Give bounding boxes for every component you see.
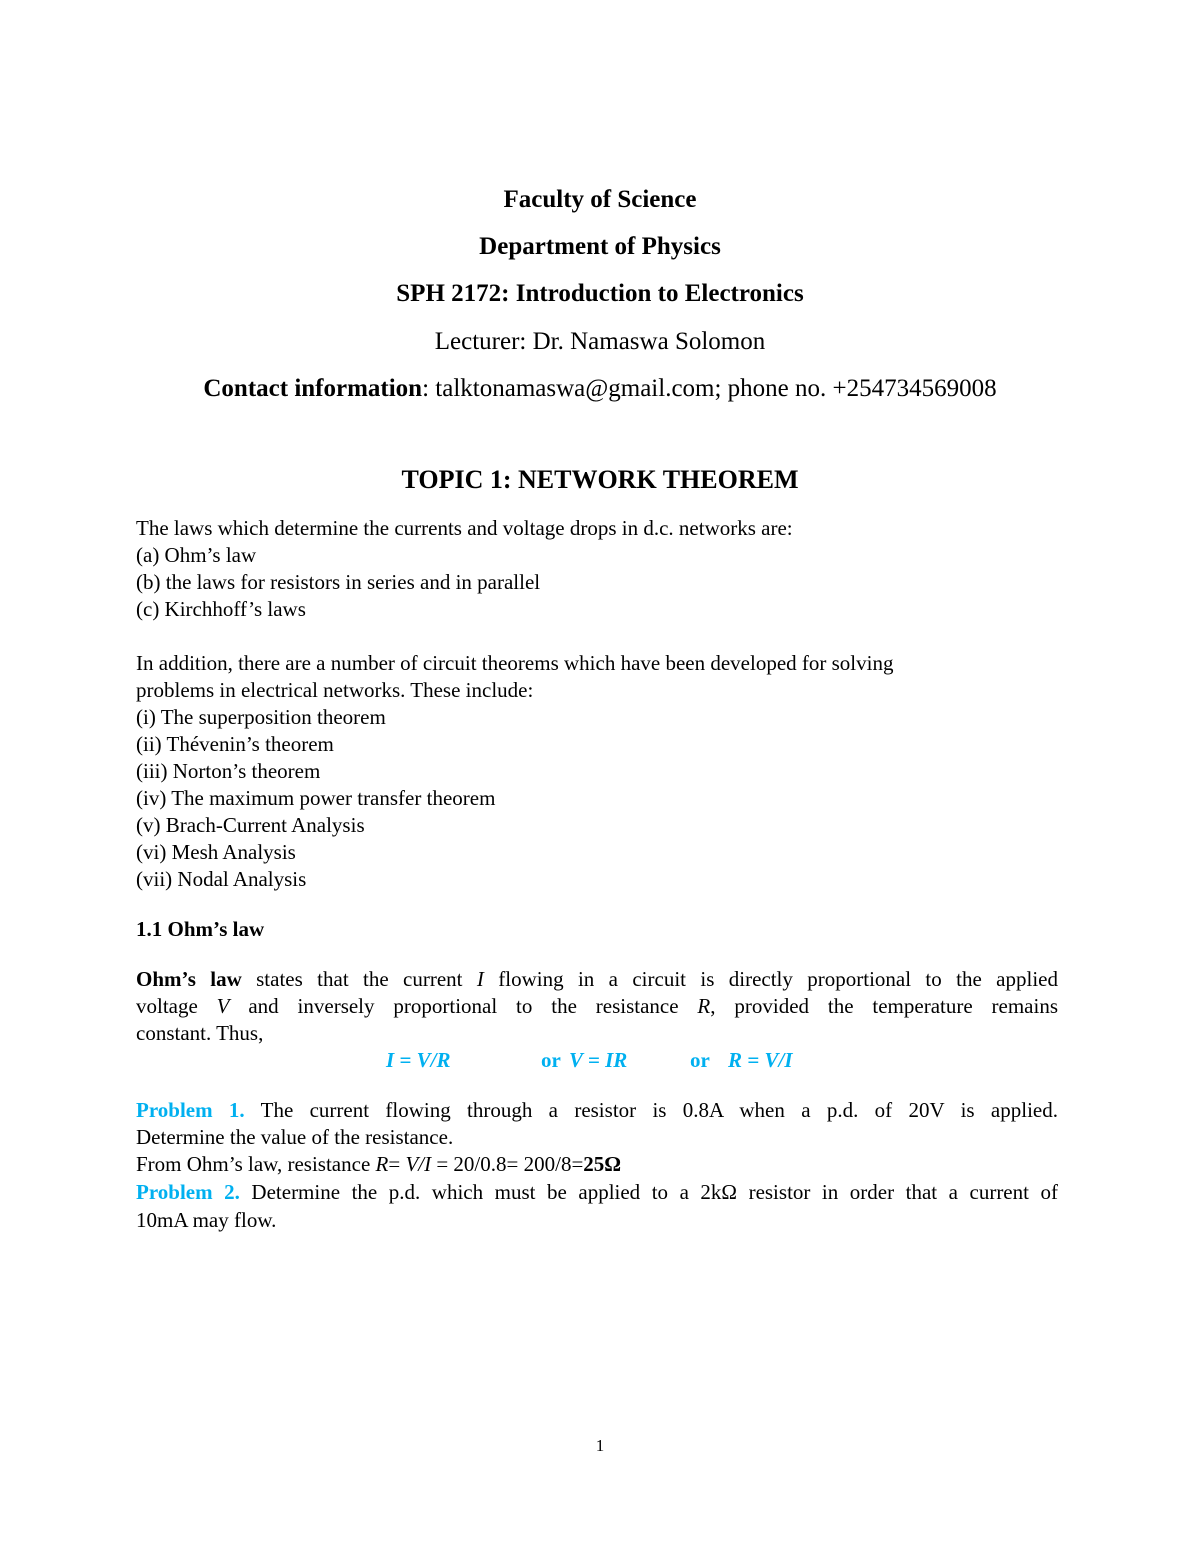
var-r: R	[697, 994, 711, 1018]
problem-1-line2: Determine the value of the resistance.	[136, 1125, 454, 1149]
para-text: voltage	[136, 994, 217, 1018]
course-heading: SPH 2172: Introduction to Electronics	[396, 280, 804, 307]
theorems-intro-line2: problems in electrical networks. These include:	[136, 678, 534, 702]
contact-line	[0, 375, 1200, 403]
law-name: Ohm’s law	[136, 967, 242, 991]
intro-text: The laws which determine the currents and voltage drops in d.c. networks are:	[136, 516, 793, 540]
para-text: states that the current	[241, 967, 477, 991]
problem-2-line2: 10mA may flow.	[136, 1208, 277, 1232]
lecturer-line: Lecturer: Dr. Namaswa Solomon	[434, 328, 766, 355]
theorem-item: (iii) Norton’s theorem	[136, 759, 321, 783]
ohms-law-para-line3: constant. Thus,	[136, 1021, 264, 1045]
ohms-law-para-line2	[136, 994, 1058, 1019]
equation-r: R = V/I	[728, 1048, 793, 1072]
theorem-item: (v) Brach-Current Analysis	[136, 813, 365, 837]
page-number: 1	[595, 1436, 605, 1455]
law-item: (b) the laws for resistors in series and in parallel	[136, 570, 541, 594]
contact-label: Contact information	[203, 375, 423, 402]
para-text: , provided the temperature remains	[710, 994, 1058, 1018]
theorem-item: (ii) Thévenin’s theorem	[136, 732, 334, 756]
theorem-item: (vii) Nodal Analysis	[136, 867, 307, 891]
ohms-law-para-line1	[136, 967, 1058, 992]
law-item: (a) Ohm’s law	[136, 543, 257, 567]
or-word: or	[690, 1048, 710, 1072]
problem-text: The current flowing through a resistor is 0.8A when a p.d. of 20V is applied.	[244, 1098, 1058, 1122]
para-text: flowing in a circuit is directly proportional to the applied	[483, 967, 1058, 991]
solution-text: = 20/0.8= 200/8=	[431, 1152, 584, 1176]
equation-i: I = V/R	[386, 1048, 451, 1072]
problem-1-label: Problem 1.	[136, 1098, 245, 1122]
var-i: I	[476, 967, 484, 991]
or-word: or	[541, 1048, 561, 1072]
theorems-intro-line1: In addition, there are a number of circuit theorems which have been developed for solving	[136, 651, 894, 675]
var-v: V	[216, 994, 230, 1018]
theorem-item: (vi) Mesh Analysis	[136, 840, 296, 864]
equation-or	[690, 1048, 710, 1073]
solution-text: From Ohm’s law, resistance	[136, 1152, 376, 1176]
var-vi: V/I	[405, 1152, 432, 1176]
equation-or	[541, 1048, 561, 1073]
section-heading	[136, 917, 264, 942]
law-item: (c) Kirchhoff’s laws	[136, 597, 306, 621]
section-title: Ohm’s law	[162, 917, 265, 941]
problem-1-solution	[136, 1152, 621, 1177]
problem-2-line1	[136, 1180, 1058, 1205]
faculty-heading: Faculty of Science	[503, 186, 697, 213]
equation-v: V = IR	[569, 1048, 628, 1072]
section-number: 1.1	[136, 917, 163, 941]
var-r: R	[375, 1152, 389, 1176]
problem-text: Determine the p.d. which must be applied to a 2kΩ resistor in order that a current of	[239, 1180, 1058, 1204]
solution-answer: 25Ω	[583, 1152, 622, 1176]
contact-value: : talktonamaswa@gmail.com; phone no. +254734569008	[422, 375, 997, 402]
topic-title: TOPIC 1: NETWORK THEOREM	[401, 465, 799, 494]
solution-text: =	[388, 1152, 406, 1176]
theorem-item: (i) The superposition theorem	[136, 705, 386, 729]
problem-2-label: Problem 2.	[136, 1180, 240, 1204]
problem-1-line1	[136, 1098, 1058, 1123]
para-text: and inversely proportional to the resistance	[229, 994, 698, 1018]
department-heading: Department of Physics	[479, 233, 721, 260]
theorem-item: (iv) The maximum power transfer theorem	[136, 786, 496, 810]
